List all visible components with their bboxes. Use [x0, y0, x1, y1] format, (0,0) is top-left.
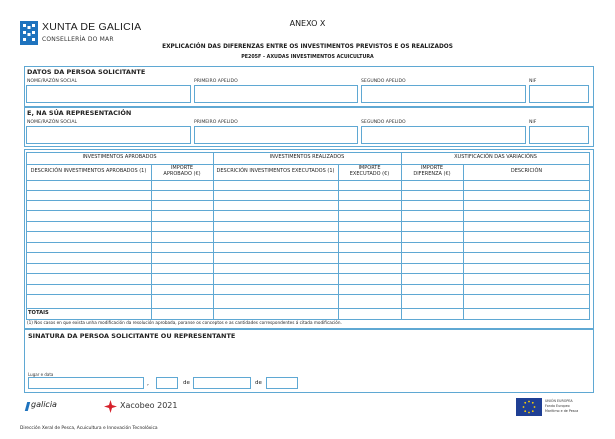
- eu-text-3: Marítimo e de Pesca: [545, 409, 579, 413]
- group-approved-header: INVESTIMENTOS APROBADOS: [82, 154, 157, 161]
- representative-surname2-field[interactable]: [361, 126, 526, 144]
- table-rule: [26, 263, 589, 264]
- applicant-name-label: NOME/RAZÓN SOCIAL: [27, 79, 78, 84]
- applicant-surname1-field[interactable]: [194, 85, 358, 103]
- table-col-rule: [463, 164, 464, 320]
- table-rule: [26, 221, 589, 222]
- applicant-surname2-field[interactable]: [361, 85, 526, 103]
- table-rule: [26, 190, 589, 191]
- table-rule: [26, 294, 589, 295]
- eu-flag-icon: [516, 398, 542, 416]
- applicant-nif-label: NIF: [529, 79, 537, 84]
- org-name: XUNTA DE GALICIA: [42, 21, 142, 33]
- table-rule: [26, 210, 589, 211]
- date-de-1: de: [183, 380, 190, 386]
- representative-name-field[interactable]: [26, 126, 191, 144]
- representative-name-label: NOME/RAZÓN SOCIAL: [27, 120, 78, 125]
- year-field[interactable]: [266, 377, 298, 389]
- representative-nif-field[interactable]: [529, 126, 589, 144]
- month-field[interactable]: [193, 377, 251, 389]
- table-rule: [26, 200, 589, 201]
- annex-label: ANEXO X: [289, 19, 326, 28]
- applicant-name-field[interactable]: [26, 85, 191, 103]
- table-col-rule: [401, 152, 402, 320]
- table-rule: [26, 308, 589, 309]
- table-col-rule: [338, 164, 339, 320]
- table-rule: [26, 180, 589, 181]
- representative-section-title: E, NA SÚA REPRESENTACIÓN: [27, 109, 132, 117]
- group-realized-header: INVESTIMENTOS REALIZADOS: [269, 154, 345, 161]
- xacobeo-cross-icon: [104, 400, 117, 413]
- eu-emff-logo: [516, 397, 594, 417]
- day-field[interactable]: [156, 377, 178, 389]
- representative-surname1-field[interactable]: [194, 126, 358, 144]
- table-rule: [26, 231, 589, 232]
- table-rule: [26, 273, 589, 274]
- col-difference-amount: IMPORTE DIFERENZA (€): [413, 165, 451, 177]
- col-executed-description: DESCRICIÓN INVESTIMENTOS EXECUTADOS (1): [216, 168, 335, 175]
- representative-surname1-label: PRIMEIRO APELIDO: [194, 120, 238, 125]
- table-rule: [26, 242, 589, 243]
- galicia-logo-text: galicia: [31, 400, 57, 409]
- eu-text-2: Fondo Europeo: [545, 404, 570, 408]
- representative-surname2-label: SEGUNDO APELIDO: [361, 120, 406, 125]
- col-executed-amount: IMPORTE EXECUTADO (€): [349, 165, 390, 177]
- applicant-section-title: DATOS DA PERSOA SOLICITANTE: [27, 68, 146, 76]
- col-approved-amount: IMPORTE APROBADO (€): [163, 165, 201, 177]
- date-de-2: de: [255, 380, 262, 386]
- col-approved-description: DESCRICIÓN INVESTIMENTOS APROBADOS (1): [30, 168, 147, 175]
- applicant-surname2-label: SEGUNDO APELIDO: [361, 79, 406, 84]
- table-rule: [26, 284, 589, 285]
- date-comma: ,: [147, 380, 149, 387]
- totals-label: TOTAIS: [28, 310, 49, 316]
- galicia-logo: [26, 399, 66, 415]
- col-description: DESCRICIÓN: [510, 168, 543, 175]
- form-title: EXPLICACIÓN DAS DIFERENZAS ENTRE OS INVESTIMENTOS PREVISTOS E OS REALIZADOS: [162, 44, 453, 50]
- eu-text-1: UNIÓN EUROPEA: [545, 399, 573, 403]
- place-field[interactable]: [28, 377, 144, 389]
- org-department: CONSELLERÍA DO MAR: [42, 36, 114, 43]
- table-col-rule: [151, 164, 152, 320]
- xacobeo-text: Xacobeo 2021: [120, 401, 178, 410]
- table-rule: [26, 252, 589, 253]
- table-col-rule: [213, 152, 214, 320]
- group-justification-header: XUSTIFICACIÓN DAS VARIACIÓNS: [454, 154, 537, 161]
- directorate-name: Dirección Xeral de Pesca, Acuicultura e Innovación Tecnolóxica: [20, 426, 158, 431]
- place-date-label: Lugar e data: [28, 372, 54, 377]
- xacobeo-logo: [104, 399, 194, 415]
- form-code-subtitle: PE205F - AXUDAS INVESTIMENTOS ACUICULTURA: [241, 55, 374, 60]
- table-rule: [26, 164, 589, 165]
- xunta-shield-icon: [20, 21, 38, 45]
- signature-section-title: SINATURA DA PERSOA SOLICITANTE OU REPRESENTANTE: [28, 332, 236, 340]
- xunta-logo: [20, 20, 140, 50]
- applicant-surname1-label: PRIMEIRO APELIDO: [194, 79, 238, 84]
- table-footnote: (1) Nos casos en que exista unha modificación da resolución aprobada, poranse os conceptos e as cantidades correspondentes á citada modificación.: [27, 320, 342, 325]
- representative-nif-label: NIF: [529, 120, 537, 125]
- applicant-nif-field[interactable]: [529, 85, 589, 103]
